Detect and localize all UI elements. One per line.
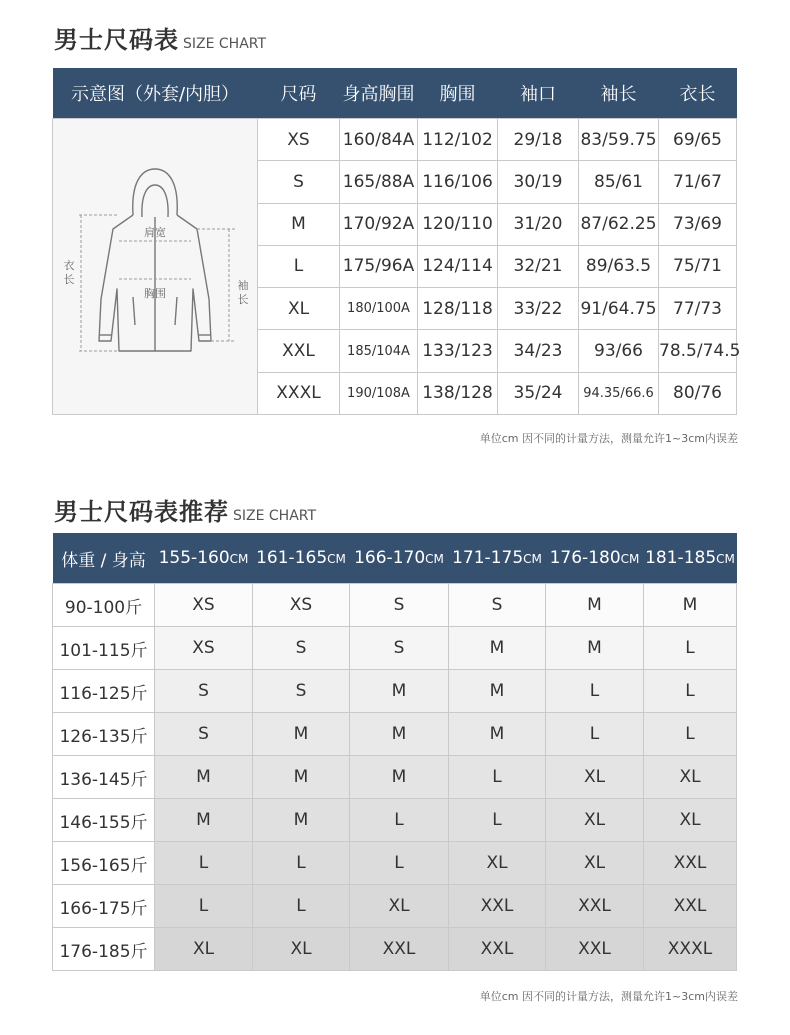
height-range: 161-165	[256, 548, 328, 568]
size-recommendation-cell: XL	[644, 756, 737, 799]
size-recommendation-cell: XL	[644, 799, 737, 842]
chest-label: 胸围	[144, 287, 166, 300]
hood-outline	[133, 169, 178, 215]
table-cell: 165/88A	[340, 161, 418, 203]
size-recommendation-cell: L	[449, 799, 546, 842]
weight-cell: 176-185斤	[53, 928, 155, 971]
size-recommendation-cell: M	[253, 799, 350, 842]
table-cell: 112/102	[418, 119, 498, 161]
size-recommendation-cell: M	[350, 713, 449, 756]
right-pocket	[175, 297, 177, 325]
height-range: 155-160	[158, 548, 230, 568]
size-recommendation-cell: XL	[155, 928, 253, 971]
size-recommendation-cell: XL	[449, 842, 546, 885]
measurement-note: 单位cm 因不同的计量方法，测量允许1~3cm内误差	[479, 432, 738, 445]
table-cell: 120/110	[418, 203, 498, 245]
table-cell: 170/92A	[340, 203, 418, 245]
shoulder-label: 肩宽	[144, 226, 166, 239]
size-recommendation-table	[52, 533, 737, 971]
table-cell: 78.5/74.5	[659, 330, 737, 372]
size-recommendation-cell: XXL	[546, 928, 644, 971]
table-cell: 80/76	[659, 372, 737, 414]
table-cell: 133/123	[418, 330, 498, 372]
size-cell: XXXL	[258, 372, 340, 414]
size-recommendation-cell: XL	[546, 799, 644, 842]
size-recommendation-cell: L	[644, 670, 737, 713]
header-sleeve: 袖长	[579, 68, 659, 119]
size-cell: S	[258, 161, 340, 203]
table-cell: 87/62.25	[579, 203, 659, 245]
measurement-note-2: 单位cm 因不同的计量方法，测量允许1~3cm内误差	[479, 990, 738, 1003]
hood-opening	[142, 185, 168, 217]
table-cell: 160/84A	[340, 119, 418, 161]
header-size: 尺码	[258, 68, 340, 119]
weight-cell: 156-165斤	[53, 842, 155, 885]
table-row	[53, 799, 737, 842]
size-recommendation-cell: L	[644, 627, 737, 670]
size-recommendation-cell: S	[155, 670, 253, 713]
size-recommendation-cell: L	[449, 756, 546, 799]
size-chart-title-text: 男士尺码表	[54, 26, 179, 54]
table-cell: 138/128	[418, 372, 498, 414]
size-recommendation-cell: XS	[155, 627, 253, 670]
size-recommendation-cell: M	[449, 627, 546, 670]
table-cell: 71/67	[659, 161, 737, 203]
table-row	[53, 928, 737, 971]
size-recommendation-cell: L	[546, 713, 644, 756]
weight-cell: 101-115斤	[53, 627, 155, 670]
size-recommendation-cell: L	[155, 842, 253, 885]
left-pocket	[133, 297, 135, 325]
size-recommendation-cell: L	[350, 842, 449, 885]
size-recommendation-cell: S	[253, 627, 350, 670]
size-recommendation-cell: M	[253, 713, 350, 756]
header-cuff: 袖口	[498, 68, 579, 119]
length-label: 衣长	[63, 259, 75, 286]
size-cell: XXL	[258, 330, 340, 372]
jacket-diagram	[53, 119, 258, 415]
size-recommendation-cell: XXL	[546, 885, 644, 928]
table-cell: 175/96A	[340, 245, 418, 287]
weight-cell: 90-100斤	[53, 584, 155, 627]
size-recommendation-cell: XL	[350, 885, 449, 928]
header-length: 衣长	[659, 68, 737, 119]
table-cell: 185/104A	[340, 330, 418, 372]
height-unit: CM	[327, 552, 346, 566]
table-cell: 29/18	[498, 119, 579, 161]
size-recommendation-cell: XS	[253, 584, 350, 627]
table-cell: 116/106	[418, 161, 498, 203]
weight-cell: 136-145斤	[53, 756, 155, 799]
table-cell: 75/71	[659, 245, 737, 287]
height-unit: CM	[523, 552, 542, 566]
size-recommendation-cell: L	[253, 842, 350, 885]
size-recommendation-cell: XXL	[449, 885, 546, 928]
size-recommendation-cell: XL	[546, 756, 644, 799]
header-chest: 胸围	[418, 68, 498, 119]
table-cell: 32/21	[498, 245, 579, 287]
size-recommendation-cell: XXXL	[644, 928, 737, 971]
weight-cell: 116-125斤	[53, 670, 155, 713]
table-cell: 30/19	[498, 161, 579, 203]
jacket-diagram-svg	[53, 119, 257, 409]
size-recommendation-cell: M	[449, 713, 546, 756]
height-unit: CM	[425, 552, 444, 566]
size-cell: L	[258, 245, 340, 287]
table-row	[53, 119, 737, 161]
table-row	[53, 842, 737, 885]
size-recommendation-subtitle: SIZE CHART	[233, 508, 317, 524]
sleeve-label: 袖长	[237, 279, 249, 306]
table-cell: 91/64.75	[579, 288, 659, 330]
table-cell: 93/66	[579, 330, 659, 372]
size-recommendation-cell: M	[155, 799, 253, 842]
header-height-chest: 身高胸围	[340, 68, 418, 119]
size-recommendation-cell: M	[449, 670, 546, 713]
size-recommendation-cell: S	[449, 584, 546, 627]
header-height-range	[155, 533, 253, 584]
height-range: 176-180	[549, 548, 621, 568]
table-cell: 73/69	[659, 203, 737, 245]
height-unit: CM	[229, 552, 249, 566]
table-cell: 89/63.5	[579, 245, 659, 287]
table-cell: 69/65	[659, 119, 737, 161]
size-recommendation-cell: M	[546, 584, 644, 627]
size-recommendation-cell: M	[350, 756, 449, 799]
size-recommendation-cell: L	[546, 670, 644, 713]
size-recommendation-cell: XL	[253, 928, 350, 971]
size-recommendation-cell: L	[253, 885, 350, 928]
size-recommendation-cell: L	[350, 799, 449, 842]
table-row	[53, 670, 737, 713]
table-row	[53, 627, 737, 670]
table-cell: 128/118	[418, 288, 498, 330]
size-cell: M	[258, 203, 340, 245]
header-height-range	[253, 533, 350, 584]
table-cell: 190/108A	[340, 372, 418, 414]
table-cell: 77/73	[659, 288, 737, 330]
size-recommendation-cell: XS	[155, 584, 253, 627]
size-chart-subtitle: SIZE CHART	[183, 36, 267, 52]
height-unit: CM	[716, 552, 735, 566]
size-recommendation-cell: M	[350, 670, 449, 713]
size-recommendation-cell: M	[546, 627, 644, 670]
size-recommendation-cell: M	[644, 584, 737, 627]
header-height-range	[546, 533, 644, 584]
weight-cell: 146-155斤	[53, 799, 155, 842]
size-recommendation-cell: XL	[546, 842, 644, 885]
size-recommendation-cell: M	[155, 756, 253, 799]
header-weight-height: 体重 / 身高	[53, 533, 155, 584]
size-recommendation-cell: XXL	[644, 885, 737, 928]
table-cell: 180/100A	[340, 288, 418, 330]
table-cell: 34/23	[498, 330, 579, 372]
size-recommendation-cell: S	[350, 584, 449, 627]
size-cell: XL	[258, 288, 340, 330]
size-chart-header-row	[53, 68, 737, 119]
size-recommendation-cell: S	[350, 627, 449, 670]
table-cell: 33/22	[498, 288, 579, 330]
table-cell: 94.35/66.6	[579, 372, 659, 414]
header-height-range	[644, 533, 737, 584]
table-cell: 31/20	[498, 203, 579, 245]
height-range: 171-175	[452, 548, 524, 568]
size-recommendation-cell: XXL	[644, 842, 737, 885]
size-recommendation-cell: M	[253, 756, 350, 799]
size-recommendation-title-text: 男士尺码表推荐	[54, 498, 229, 526]
height-range: 181-185	[645, 548, 717, 568]
table-cell: 124/114	[418, 245, 498, 287]
header-height-range	[449, 533, 546, 584]
table-cell: 35/24	[498, 372, 579, 414]
size-recommendation-title	[54, 492, 316, 527]
table-cell: 85/61	[579, 161, 659, 203]
recommendation-header-row	[53, 533, 737, 584]
header-diagram: 示意图（外套/内胆）	[53, 68, 258, 119]
size-cell: XS	[258, 119, 340, 161]
height-range: 166-170	[354, 548, 426, 568]
weight-cell: 166-175斤	[53, 885, 155, 928]
table-row	[53, 584, 737, 627]
table-cell: 83/59.75	[579, 119, 659, 161]
size-recommendation-cell: XXL	[449, 928, 546, 971]
table-row	[53, 756, 737, 799]
size-recommendation-cell: XXL	[350, 928, 449, 971]
size-recommendation-cell: L	[155, 885, 253, 928]
header-height-range	[350, 533, 449, 584]
weight-cell: 126-135斤	[53, 713, 155, 756]
height-unit: CM	[620, 552, 640, 566]
size-recommendation-cell: S	[155, 713, 253, 756]
size-recommendation-cell: L	[644, 713, 737, 756]
table-row	[53, 713, 737, 756]
size-chart-title	[54, 20, 266, 55]
size-recommendation-cell: S	[253, 670, 350, 713]
size-chart-table	[52, 68, 741, 415]
table-row	[53, 885, 737, 928]
